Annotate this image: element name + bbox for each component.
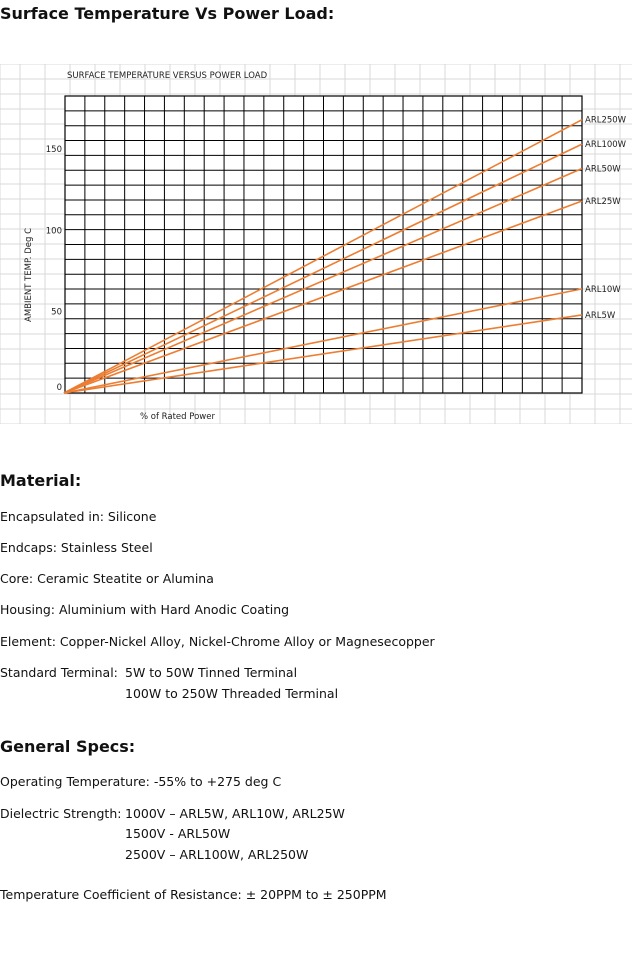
series-label-arl10w: ARL10W: [585, 284, 621, 295]
surface-temp-chart: [0, 64, 632, 424]
series-label-arl5w: ARL5W: [585, 310, 616, 321]
tcr-spec: Temperature Coefficient of Resistance: ± 20PPM to ± 250PPM: [0, 887, 387, 902]
material-element: Element: Copper-Nickel Alloy, Nickel-Chrome Alloy or Magnesecopper: [0, 634, 435, 649]
material-core: Core: Ceramic Steatite or Alumina: [0, 571, 214, 586]
terminal-line-2: 100W to 250W Threaded Terminal: [125, 686, 339, 701]
dielectric-line-2: 1500V - ARL50W: [125, 826, 231, 841]
dielectric-label: Dielectric Strength:: [0, 806, 122, 821]
y-tick-50: 50: [51, 307, 62, 318]
surface-temp-heading: Surface Temperature Vs Power Load:: [0, 4, 335, 23]
y-axis-label: AMBIENT TEMP. Deg C: [24, 227, 34, 322]
material-housing: Housing: Aluminium with Hard Anodic Coating: [0, 602, 290, 617]
terminal-line-1: 5W to 50W Tinned Terminal: [125, 665, 298, 680]
chart-title: SURFACE TEMPERATURE VERSUS POWER LOAD: [67, 71, 268, 81]
series-label-arl25w: ARL25W: [585, 197, 621, 208]
y-tick-0: 0: [56, 383, 62, 393]
y-tick-150: 150: [45, 145, 62, 155]
terminal-label: Standard Terminal:: [0, 665, 118, 680]
general-specs-heading: General Specs:: [0, 737, 136, 756]
material-endcaps: Endcaps: Stainless Steel: [0, 540, 153, 555]
operating-temperature: Operating Temperature: -55% to +275 deg C: [0, 774, 282, 789]
series-label-arl100w: ARL100W: [585, 140, 627, 151]
material-heading: Material:: [0, 471, 82, 490]
x-axis-label: % of Rated Power: [140, 412, 215, 422]
plot-grid: [65, 96, 582, 393]
y-tick-100: 100: [45, 226, 62, 237]
dielectric-line-3: 2500V – ARL100W, ARL250W: [125, 847, 309, 862]
series-label-arl50w: ARL50W: [585, 164, 621, 175]
dielectric-line-1: 1000V – ARL5W, ARL10W, ARL25W: [125, 806, 345, 821]
y-tick-labels: [46, 145, 62, 393]
material-encapsulation: Encapsulated in: Silicone: [0, 509, 157, 524]
series-label-arl250w: ARL250W: [585, 115, 627, 126]
